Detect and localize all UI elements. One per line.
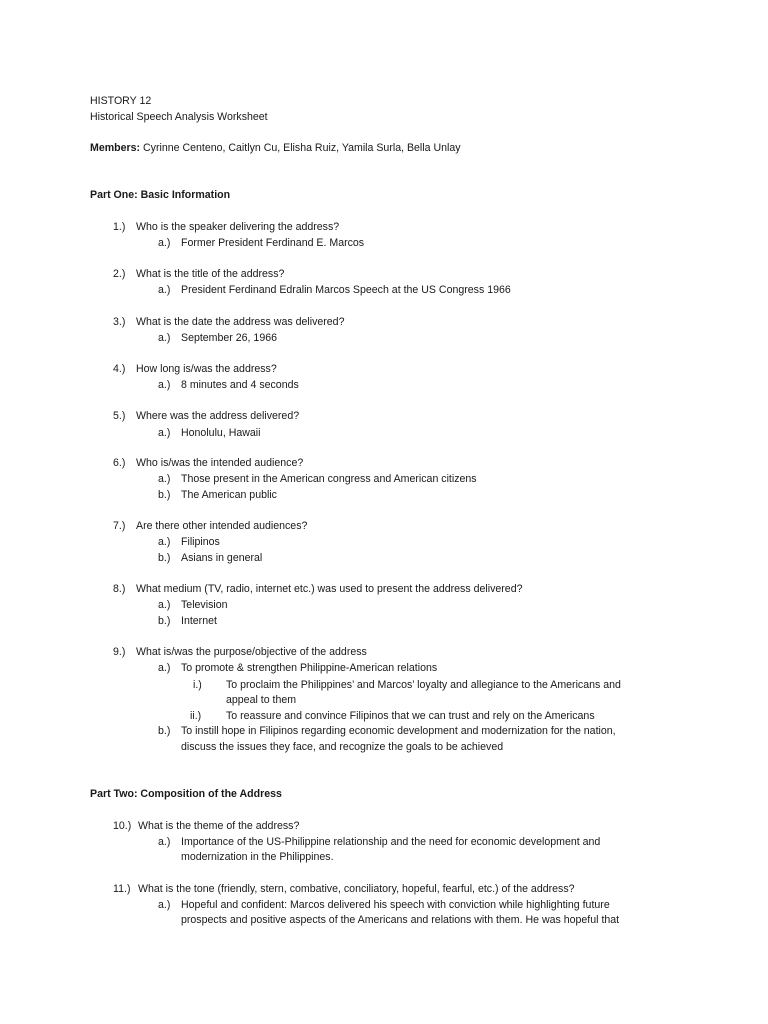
answer-label: a.) <box>158 899 171 911</box>
question-text: What medium (TV, radio, internet etc.) was used to present the address delivered? <box>136 583 523 595</box>
answer-text: The American public <box>181 489 277 501</box>
members-list: Cyrinne Centeno, Caitlyn Cu, Elisha Ruiz, Yamila Surla, Bella Unlay <box>143 142 461 154</box>
answer-label: a.) <box>158 473 171 485</box>
answer-text: September 26, 1966 <box>181 332 278 344</box>
question-text: Where was the address delivered? <box>136 410 300 422</box>
answer-text: Those present in the American congress and American citizens <box>181 473 477 485</box>
question-number: 1.) <box>113 221 126 233</box>
answer-label: a.) <box>158 662 171 674</box>
course-title: HISTORY 12 <box>90 95 152 107</box>
part-two-heading: Part Two: Composition of the Address <box>90 788 282 800</box>
members-label: Members: <box>90 142 141 154</box>
question-number: 6.) <box>113 457 126 469</box>
question-text: What is the title of the address? <box>136 268 285 280</box>
question-number: 7.) <box>113 520 126 532</box>
question-number: 4.) <box>113 363 126 375</box>
question-text: Who is/was the intended audience? <box>136 457 304 469</box>
question-number: 10.) <box>113 820 132 832</box>
sub-answer-label: ii.) <box>190 710 202 722</box>
question-text: What is the tone (friendly, stern, combative, conciliatory, hopeful, fearful, etc.) of the address? <box>138 883 575 895</box>
answer-text: To instill hope in Filipinos regarding economic development and modernization for the nation, <box>181 725 616 737</box>
answer-text: Former President Ferdinand E. Marcos <box>181 237 365 249</box>
sub-answer-text: To proclaim the Philippines’ and Marcos’ loyalty and allegiance to the Americans and <box>226 679 621 691</box>
answer-label: a.) <box>158 237 171 249</box>
question-text: What is/was the purpose/objective of the address <box>136 646 367 658</box>
answer-text: modernization in the Philippines. <box>181 851 334 863</box>
answer-text: Television <box>181 599 228 611</box>
worksheet-title: Historical Speech Analysis Worksheet <box>90 111 268 123</box>
answer-label: b.) <box>158 489 171 501</box>
answer-label: b.) <box>158 615 171 627</box>
answer-text: Asians in general <box>181 552 263 564</box>
question-number: 3.) <box>113 316 126 328</box>
answer-label: b.) <box>158 725 171 737</box>
sub-answer-label: i.) <box>193 679 202 691</box>
part-one-heading: Part One: Basic Information <box>90 189 231 201</box>
answer-label: a.) <box>158 836 171 848</box>
answer-text: Honolulu, Hawaii <box>181 427 261 439</box>
answer-label: a.) <box>158 284 171 296</box>
question-text: What is the theme of the address? <box>138 820 300 832</box>
answer-label: a.) <box>158 599 171 611</box>
question-number: 8.) <box>113 583 126 595</box>
answer-text: discuss the issues they face, and recognize the goals to be achieved <box>181 741 504 753</box>
answer-text: Hopeful and confident: Marcos delivered his speech with conviction while highlighting future <box>181 899 610 911</box>
answer-label: b.) <box>158 552 171 564</box>
answer-label: a.) <box>158 536 171 548</box>
answer-label: a.) <box>158 379 171 391</box>
answer-text: prospects and positive aspects of the Americans and relations with them. He was hopeful that <box>181 914 620 926</box>
question-number: 5.) <box>113 410 126 422</box>
answer-text: Internet <box>181 615 217 627</box>
question-text: Are there other intended audiences? <box>136 520 308 532</box>
question-number: 11.) <box>113 883 131 895</box>
answer-text: 8 minutes and 4 seconds <box>181 379 299 391</box>
question-text: Who is the speaker delivering the address? <box>136 221 340 233</box>
sub-answer-text: appeal to them <box>226 694 297 706</box>
question-text: What is the date the address was delivered? <box>136 316 345 328</box>
answer-text: Filipinos <box>181 536 220 548</box>
members-line <box>90 141 461 155</box>
question-text: How long is/was the address? <box>136 363 277 375</box>
sub-answer-text: To reassure and convince Filipinos that we can trust and rely on the Americans <box>226 710 595 722</box>
answer-text: To promote & strengthen Philippine-American relations <box>181 662 438 674</box>
question-number: 9.) <box>113 646 126 658</box>
answer-text: President Ferdinand Edralin Marcos Speech at the US Congress 1966 <box>181 284 511 296</box>
answer-label: a.) <box>158 332 171 344</box>
answer-text: Importance of the US-Philippine relationship and the need for economic development and <box>181 836 601 848</box>
answer-label: a.) <box>158 427 171 439</box>
question-number: 2.) <box>113 268 126 280</box>
